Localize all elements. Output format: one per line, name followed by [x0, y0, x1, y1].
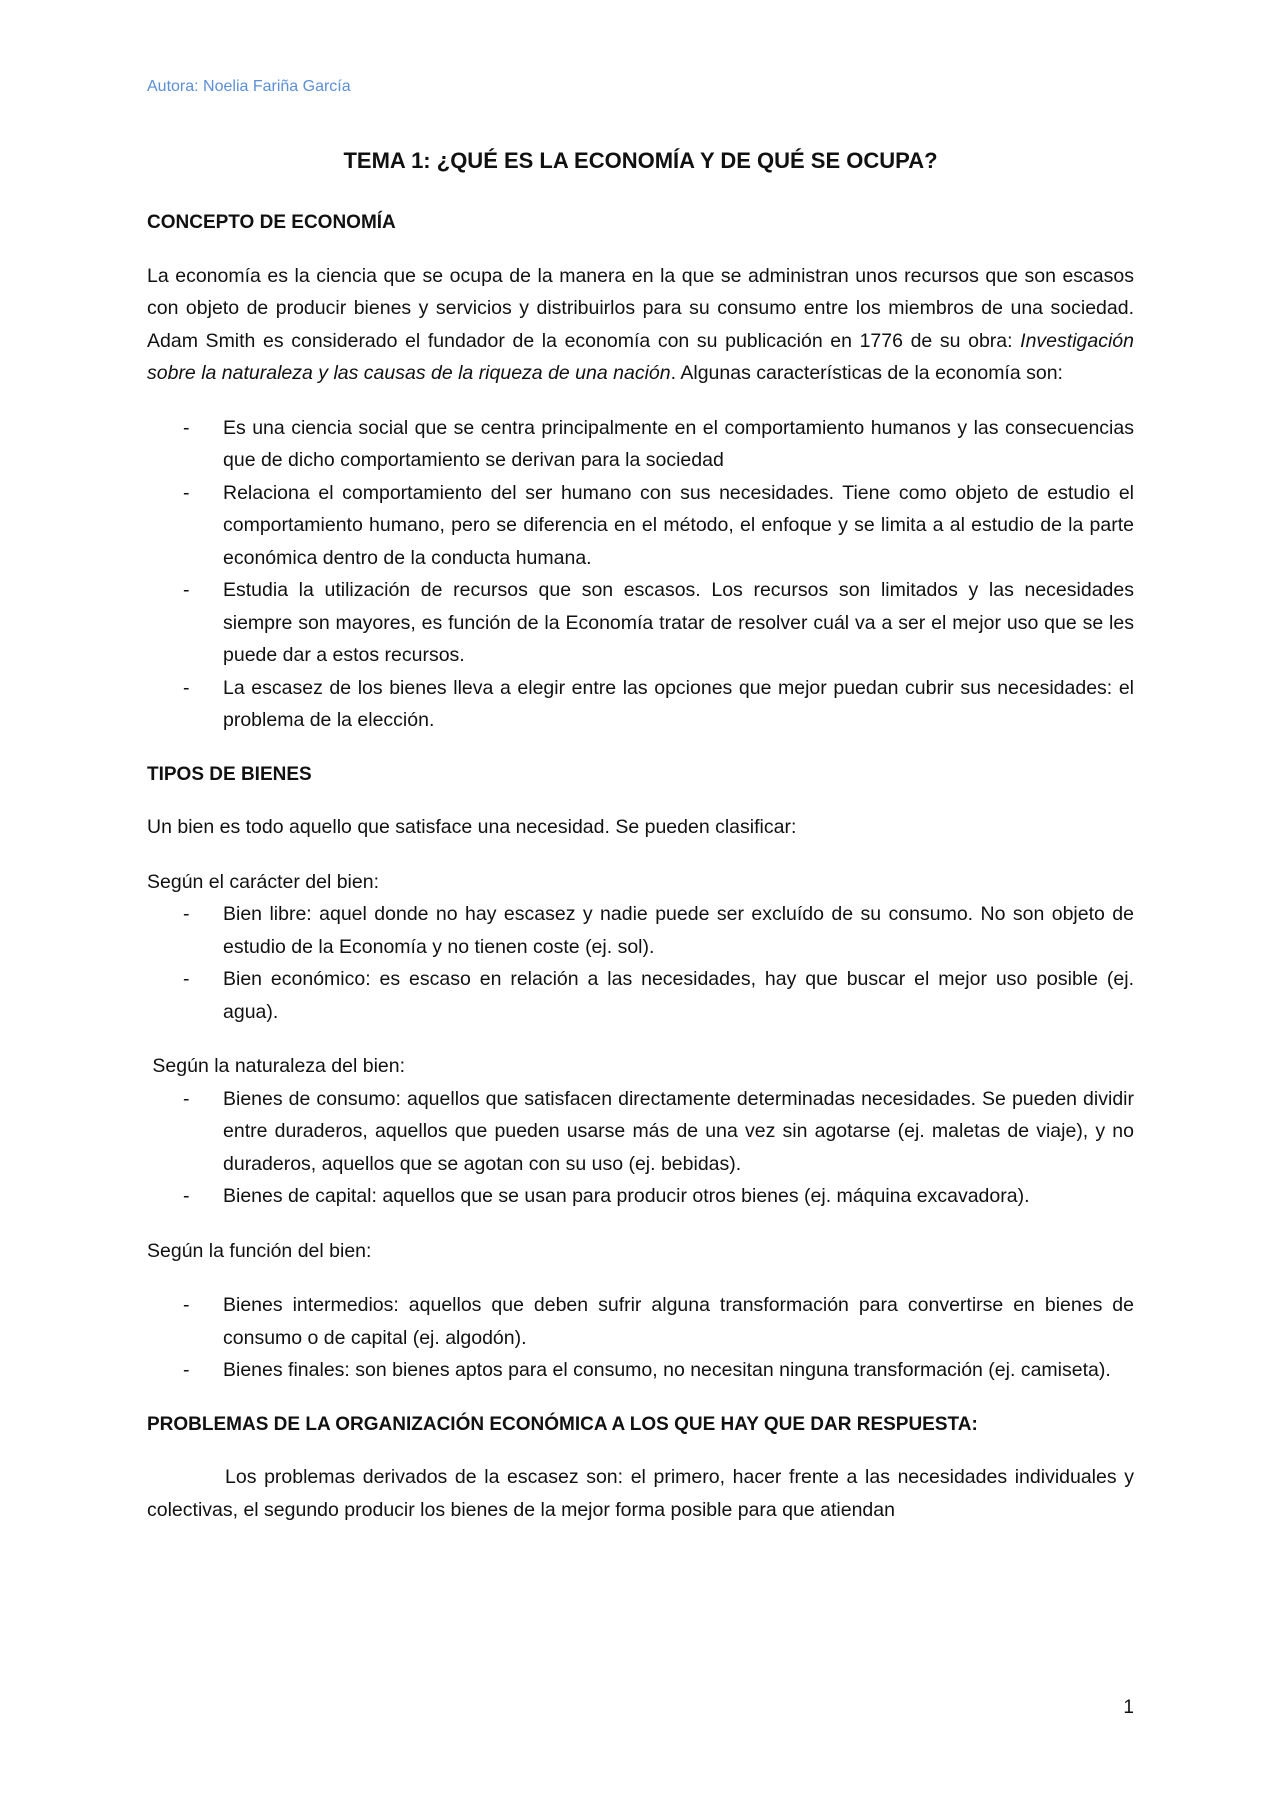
section-heading-problemas: PROBLEMAS DE LA ORGANIZACIÓN ECONÓMICA A LOS QUE HAY QUE DAR RESPUESTA:: [147, 1413, 978, 1435]
dash-bullet: -: [183, 903, 190, 925]
list-item: [147, 672, 1134, 737]
list-item-text: Estudia la utilización de recursos que son escasos. Los recursos son limitados y las necesidades siempre son mayores, es función de la Economía tratar de resolver cuál va a ser el mejor uso que se les puede dar a estos recursos.: [223, 579, 1134, 666]
list-item-text: La escasez de los bienes lleva a elegir entre las opciones que mejor puedan cubrir sus necesidades: el problema de la elección.: [223, 676, 1134, 731]
book-title: Investigación sobre la naturaleza y las causas de la riqueza de una nación: [147, 329, 1134, 384]
list-item: [147, 1354, 1134, 1387]
list-item-text: Bien libre: aquel donde no hay escasez y nadie puede ser excluído de su consumo. No son objeto de estudio de la Economía y no tienen coste (ej. sol).: [223, 903, 1134, 958]
list-item: [147, 1083, 1134, 1181]
problems-paragraph: Los problemas derivados de la escasez son: el primero, hacer frente a las necesidades individuales y colectivas, el segundo producir los bienes de la mejor forma posible para que atiendan: [147, 1466, 1134, 1521]
classification-label-funcion: Según la función del bien:: [147, 1239, 372, 1262]
classification-label-naturaleza: Según la naturaleza del bien:: [147, 1055, 406, 1077]
dash-bullet: -: [183, 481, 190, 504]
list-item-text: Bienes intermedios: aquellos que deben sufrir alguna transformación para convertirse en bienes de consumo o de capital (ej. algodón).: [223, 1294, 1134, 1349]
list-item-text: Bienes de capital: aquellos que se usan para producir otros bienes (ej. máquina excavadora).: [223, 1185, 1030, 1207]
list-item: [147, 898, 1134, 963]
list-item: [147, 477, 1134, 575]
concept-paragraph: [147, 260, 1134, 390]
page-title: TEMA 1: ¿QUÉ ES LA ECONOMÍA Y DE QUÉ SE OCUPA?: [343, 148, 938, 173]
paragraph-text: . Algunas características de la economía son:: [670, 362, 1063, 384]
list-item: [147, 412, 1134, 477]
dash-bullet: -: [183, 676, 190, 699]
characteristics-list: [147, 412, 1134, 737]
naturaleza-list: [147, 1083, 1134, 1213]
list-item-text: Bien económico: es escaso en relación a las necesidades, hay que buscar el mejor uso posible (ej. agua).: [223, 968, 1134, 1023]
paragraph-text: La economía es la ciencia que se ocupa de la manera en la que se administran unos recursos que son escasos con objeto de producir bienes y servicios y distribuirlos para su consumo entre los miembros de una sociedad. Adam Smith es considerado el fundador de la economía con su publicación en 1776 de su obra:: [147, 264, 1134, 352]
document-body: [147, 207, 1134, 1548]
section-heading-concepto: CONCEPTO DE ECONOMÍA: [147, 212, 396, 233]
dash-bullet: -: [183, 1087, 190, 1110]
page-number: 1: [1123, 1697, 1134, 1718]
list-item: [147, 574, 1134, 672]
dash-bullet: -: [183, 1359, 190, 1381]
goods-intro: Un bien es todo aquello que satisface una necesidad. Se pueden clasificar:: [147, 816, 797, 838]
list-item-text: Bienes finales: son bienes aptos para el consumo, no necesitan ninguna transformación (ej. camiseta).: [223, 1359, 1111, 1381]
list-item: [147, 1180, 1134, 1213]
dash-bullet: -: [183, 416, 190, 439]
author-header: Autora: Noelia Fariña García: [147, 78, 351, 95]
list-item: [147, 963, 1134, 1028]
list-item-text: Es una ciencia social que se centra principalmente en el comportamiento humanos y las consecuencias que de dicho comportamiento se derivan para la sociedad: [223, 416, 1134, 471]
caracter-list: [147, 898, 1134, 1028]
funcion-list: [147, 1289, 1134, 1387]
section-heading-tipos: TIPOS DE BIENES: [147, 763, 312, 785]
dash-bullet: -: [183, 1185, 190, 1207]
dash-bullet: -: [183, 1294, 190, 1316]
list-item: [147, 1289, 1134, 1354]
dash-bullet: -: [183, 968, 190, 990]
dash-bullet: -: [183, 579, 190, 601]
list-item-text: Bienes de consumo: aquellos que satisfacen directamente determinadas necesidades. Se pueden dividir entre duraderos, aquellos que pueden usarse más de una vez sin agotarse (ej. maletas de viaje), y no duraderos, aquellos que se agotan con su uso (ej. bebidas).: [223, 1087, 1134, 1175]
classification-label-caracter: Según el carácter del bien:: [147, 870, 379, 893]
list-item-text: Relaciona el comportamiento del ser humano con sus necesidades. Tiene como objeto de estudio el comportamiento humano, pero se diferencia en el método, el enfoque y se limita a al estudio de la parte económica dentro de la conducta humana.: [223, 481, 1134, 569]
